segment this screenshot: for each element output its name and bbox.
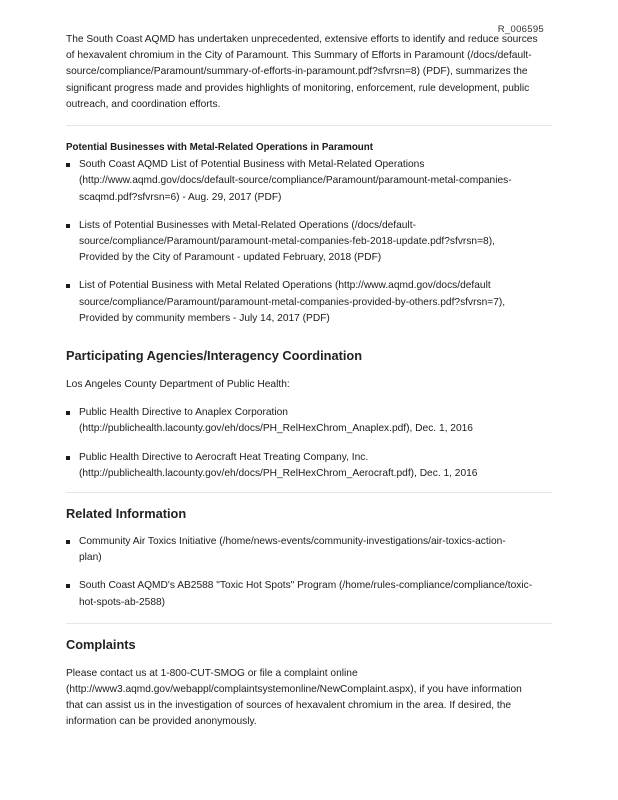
- item-line: scaqmd.pdf?sfvrsn=6) - Aug. 29, 2017 (PDF): [79, 191, 282, 203]
- item-line: (http://www.aqmd.gov/docs/default-source/compliance/Paramount/paramount-metal-companies-: [79, 175, 512, 187]
- bates-number: R_006595: [497, 24, 544, 35]
- complaints-line: information can be provided anonymously.: [66, 716, 257, 728]
- item-line: Lists of Potential Businesses with Metal-Related Operations (/docs/default-: [79, 219, 416, 231]
- item-line: source/compliance/Paramount/paramount-metal-companies-provided-by-others.pdf?sfvrsn=7),: [79, 296, 506, 308]
- bullet-icon: [66, 584, 70, 588]
- item-line: (http://publichealth.lacounty.gov/eh/docs/PH_RelHexChrom_Anaplex.pdf), Dec. 1, 2016: [79, 423, 473, 435]
- item-line: Provided by community members - July 14, 2017 (PDF): [79, 312, 330, 324]
- item-line: Public Health Directive to Anaplex Corporation: [79, 407, 288, 419]
- businesses-list: [66, 157, 552, 327]
- item-line: (http://publichealth.lacounty.gov/eh/docs/PH_RelHexChrom_Aerocraft.pdf), Dec. 1, 2016: [79, 467, 478, 479]
- intro-line: outreach, and coordination efforts.: [66, 98, 221, 110]
- agencies-list: [66, 405, 552, 482]
- bullet-icon: [66, 163, 70, 167]
- list-item[interactable]: [66, 534, 552, 566]
- item-line: South Coast AQMD's AB2588 "Toxic Hot Spots" Program (/home/rules-compliance/compliance/toxic-: [79, 580, 533, 592]
- list-item[interactable]: [66, 157, 552, 206]
- bullet-icon: [66, 284, 70, 288]
- intro-line: significant progress made and provides highlights of monitoring, enforcement, rule development, public: [66, 82, 530, 94]
- related-heading: Related Information: [66, 506, 187, 522]
- item-line: Provided by the City of Paramount - updated February, 2018 (PDF): [79, 252, 382, 264]
- item-line: List of Potential Business with Metal Related Operations (http://www.aqmd.gov/docs/default: [79, 280, 491, 292]
- section-divider: [66, 623, 552, 624]
- page-content: [66, 32, 552, 731]
- item-line: plan): [79, 552, 102, 564]
- complaints-heading: Complaints: [66, 636, 136, 652]
- bullet-icon: [66, 456, 70, 460]
- related-list: [66, 534, 552, 611]
- bullet-icon: [66, 224, 70, 228]
- item-line: source/compliance/Paramount/paramount-metal-companies-feb-2018-update.pdf?sfvrsn=8),: [79, 236, 495, 248]
- item-line: Community Air Toxics Initiative (/home/news-events/community-investigations/air-toxics-action-: [79, 536, 506, 548]
- section-divider: [66, 125, 552, 126]
- agencies-intro: Los Angeles County Department of Public Health:: [66, 379, 290, 391]
- intro-line: source/compliance/Paramount/summary-of-efforts-in-paramount.pdf?sfvrsn=8) (PDF), summarizes the: [66, 66, 528, 78]
- intro-line: The South Coast AQMD has undertaken unprecedented, extensive efforts to identify and reduce sources: [66, 34, 538, 45]
- complaints-line: that can assist us in the investigation of sources of hexavalent chromium in the area. If desired, the: [66, 700, 512, 712]
- agencies-heading: Participating Agencies/Interagency Coordination: [66, 348, 363, 364]
- bullet-icon: [66, 540, 70, 544]
- complaints-line: (http://www3.aqmd.gov/webappl/complaintsystemonline/NewComplaint.aspx), if you have information: [66, 684, 522, 696]
- list-item[interactable]: [66, 578, 552, 610]
- list-item[interactable]: [66, 218, 552, 267]
- section-divider: [66, 492, 552, 493]
- intro-paragraph: [66, 32, 552, 113]
- item-line: hot-spots-ab-2588): [79, 596, 166, 608]
- list-item[interactable]: [66, 405, 552, 437]
- bullet-icon: [66, 411, 70, 415]
- businesses-heading: Potential Businesses with Metal-Related Operations in Paramount: [66, 142, 374, 154]
- item-line: Public Health Directive to Aerocraft Heat Treating Company, Inc.: [79, 451, 369, 463]
- intro-line: of hexavalent chromium in the City of Paramount. This Summary of Efforts in Paramount (/docs/default-: [66, 50, 532, 62]
- complaints-line: Please contact us at 1-800-CUT-SMOG or file a complaint online: [66, 667, 358, 679]
- item-line: South Coast AQMD List of Potential Business with Metal-Related Operations: [79, 159, 425, 171]
- list-item[interactable]: [66, 450, 552, 482]
- list-item[interactable]: [66, 278, 552, 327]
- complaints-paragraph: [66, 666, 552, 731]
